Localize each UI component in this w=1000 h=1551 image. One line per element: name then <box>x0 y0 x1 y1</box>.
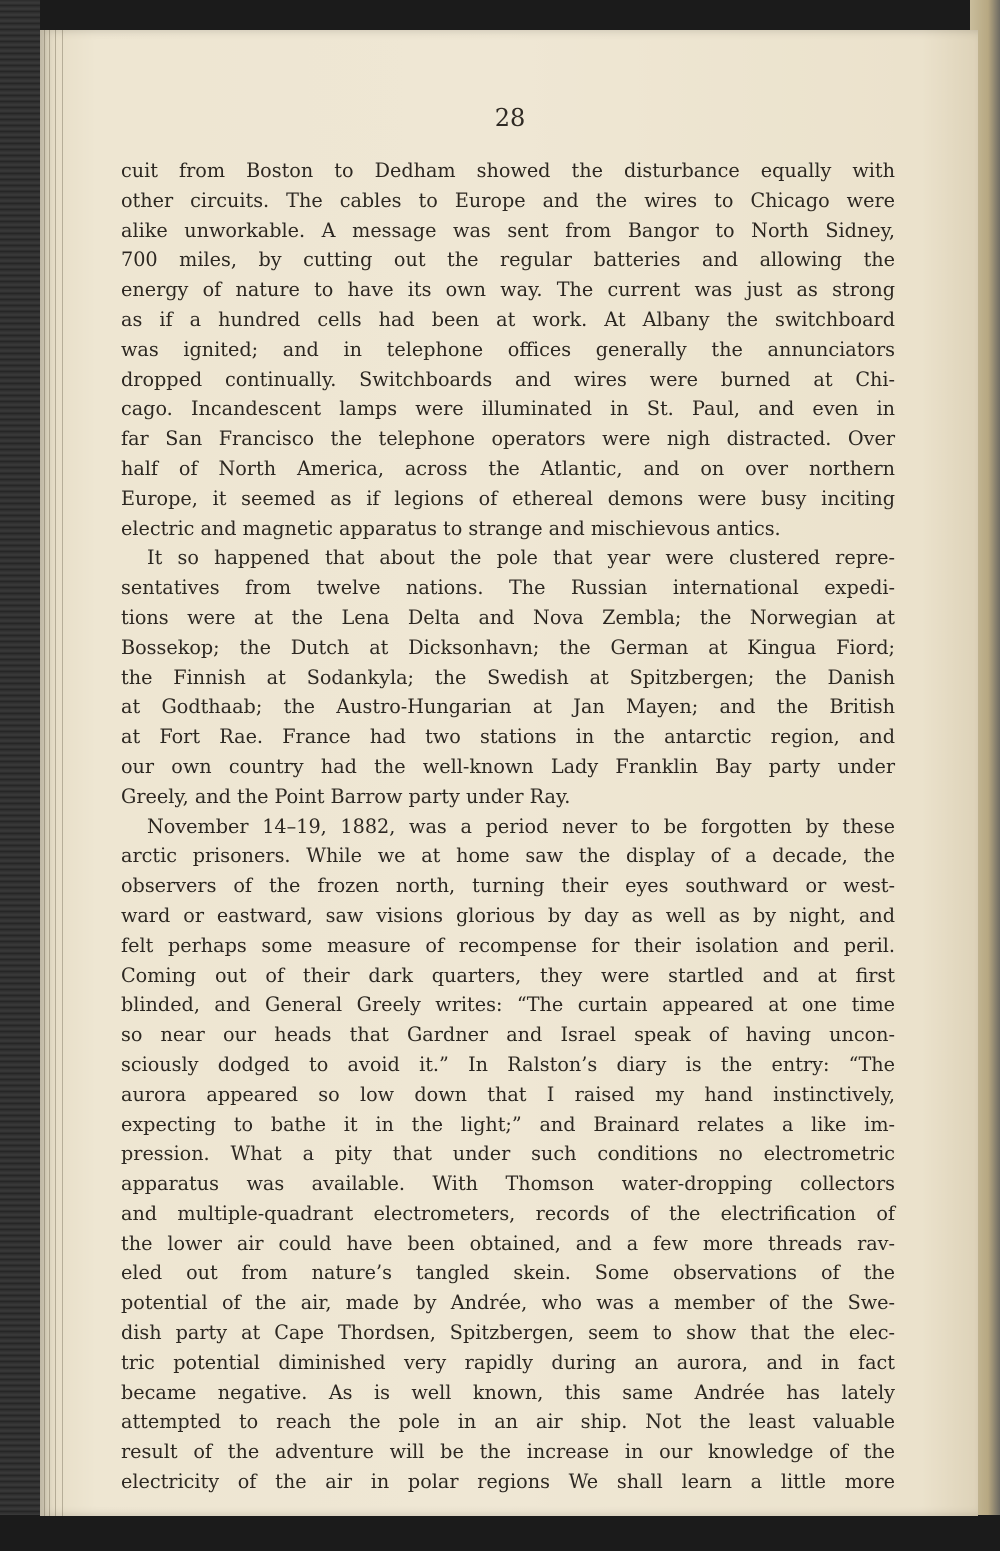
text-line: result of the adventure will be the increase in our knowledge of the <box>121 1440 895 1464</box>
text-line: apparatus was available. With Thomson water-dropping collectors <box>121 1172 895 1196</box>
text-line: expecting to bathe it in the light;” and Brainard relates a like im- <box>121 1112 895 1136</box>
text-line: November 14–19, 1882, was a period never to be forgotten by these <box>147 814 895 838</box>
text-line: so near our heads that Gardner and Israel speak of having uncon- <box>121 1023 895 1047</box>
text-line: tric potential diminished very rapidly during an aurora, and in fact <box>121 1350 895 1374</box>
text-line: felt perhaps some measure of recompense for their isolation and peril. <box>121 933 895 957</box>
text-line: at Godthaab; the Austro-Hungarian at Jan Mayen; and the British <box>121 695 895 719</box>
text-line: dropped continually. Switchboards and wires were burned at Chi- <box>121 367 895 391</box>
text-line: far San Francisco the telephone operators were nigh distracted. Over <box>121 427 895 451</box>
text-line: sentatives from twelve nations. The Russian international expedi- <box>121 576 895 600</box>
text-line: eled out from nature’s tangled skein. Some observations of the <box>121 1261 895 1285</box>
text-line: potential of the air, made by Andrée, who was a member of the Swe- <box>121 1291 895 1315</box>
book-cover-left <box>0 0 40 1551</box>
text-line: Coming out of their dark quarters, they were startled and at first <box>121 963 895 987</box>
gutter-line <box>49 30 50 1516</box>
text-line: pression. What a pity that under such conditions no electrometric <box>121 1142 895 1166</box>
text-line: became negative. As is well known, this same Andrée has lately <box>121 1380 895 1404</box>
text-line: Greely, and the Point Barrow party under Ray. <box>121 784 571 808</box>
text-line: other circuits. The cables to Europe and the wires to Chicago were <box>121 188 895 212</box>
text-line: alike unworkable. A message was sent from Bangor to North Sidney, <box>121 218 895 242</box>
text-line: ward or eastward, saw visions glorious by day as well as by night, and <box>121 903 895 927</box>
gutter-line <box>62 30 63 1516</box>
text-line: It so happened that about the pole that year were clustered repre- <box>147 546 895 570</box>
text-line: was ignited; and in telephone offices generally the annunciators <box>121 337 895 361</box>
gutter-line <box>44 30 45 1516</box>
text-line: the Finnish at Sodankyla; the Swedish at Spitzbergen; the Danish <box>121 665 895 689</box>
text-line: at Fort Rae. France had two stations in the antarctic region, and <box>121 725 895 749</box>
text-line: energy of nature to have its own way. The current was just as strong <box>121 278 895 302</box>
text-line: electric and magnetic apparatus to strange and mischievous antics. <box>121 516 781 540</box>
text-line: cuit from Boston to Dedham showed the disturbance equally with <box>121 159 895 182</box>
scan-bottom-border <box>0 1515 1000 1551</box>
text-line: half of North America, across the Atlantic, and on over northern <box>121 456 895 480</box>
text-line: our own country had the well-known Lady Franklin Bay party under <box>121 754 895 778</box>
text-line: and multiple-quadrant electrometers, records of the electrification of <box>121 1201 895 1225</box>
gutter-line <box>55 30 56 1516</box>
text-line: attempted to reach the pole in an air ship. Not the least valuable <box>121 1410 895 1434</box>
text-line: arctic prisoners. While we at home saw the display of a decade, the <box>121 844 895 868</box>
text-line: cago. Incandescent lamps were illuminated in St. Paul, and even in <box>121 397 895 421</box>
scan-top-border <box>0 0 1000 34</box>
text-line: electricity of the air in polar regions We shall learn a little more <box>121 1470 895 1494</box>
body-text <box>121 156 895 1497</box>
page-number: 28 <box>494 104 526 132</box>
text-line: 700 miles, by cutting out the regular batteries and allowing the <box>121 248 895 272</box>
text-line: observers of the frozen north, turning their eyes southward or west- <box>121 874 895 898</box>
text-line: as if a hundred cells had been at work. At Albany the switchboard <box>121 307 895 331</box>
text-line: sciously dodged to avoid it.” In Ralston’s diary is the entry: “The <box>121 1052 895 1076</box>
text-line: aurora appeared so low down that I raised my hand instinctively, <box>121 1082 895 1106</box>
text-line: dish party at Cape Thordsen, Spitzbergen, seem to show that the elec- <box>121 1321 895 1345</box>
text-line: the lower air could have been obtained, and a few more threads rav- <box>121 1231 895 1255</box>
text-line: Europe, it seemed as if legions of ethereal demons were busy inciting <box>121 486 895 510</box>
text-line: tions were at the Lena Delta and Nova Zembla; the Norwegian at <box>121 605 895 629</box>
text-line: Bossekop; the Dutch at Dicksonhavn; the German at Kingua Fiord; <box>121 635 895 659</box>
text-line: blinded, and General Greely writes: “The curtain appeared at one time <box>121 993 895 1017</box>
